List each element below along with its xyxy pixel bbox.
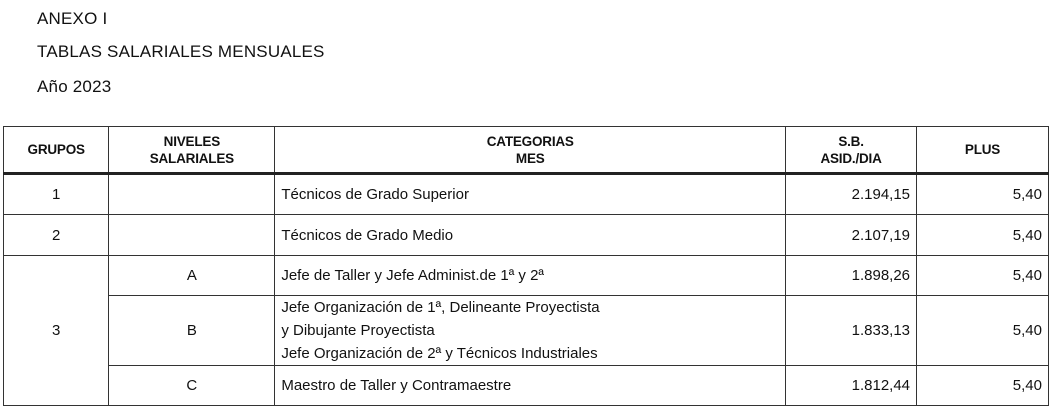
plus-cell: 5,40 (917, 215, 1049, 256)
table-row (4, 174, 1049, 215)
nivel-cell: B (109, 296, 275, 366)
sb-cell: 1.898,26 (786, 256, 917, 296)
table-row (4, 366, 1049, 406)
plus-cell: 5,40 (917, 296, 1049, 366)
salary-table (3, 126, 1049, 406)
sb-cell: 2.107,19 (786, 215, 917, 256)
annex-heading: ANEXO I (37, 9, 108, 28)
col-header-categorias: CATEGORIAS MES (275, 127, 786, 174)
categoria-cell: Jefe Organización de 1ª, Delineante Proyectista y Dibujante Proyectista Jefe Organización de 2ª y Técnicos Industriales (275, 296, 786, 366)
table-row (4, 256, 1049, 296)
table-row (4, 296, 1049, 366)
plus-cell: 5,40 (917, 366, 1049, 406)
nivel-cell (109, 174, 275, 215)
grupo-cell: 3 (4, 256, 109, 406)
table-header (4, 127, 1049, 174)
col-header-niveles: NIVELES SALARIALES (109, 127, 275, 174)
grupo-cell: 2 (4, 215, 109, 256)
plus-cell: 5,40 (917, 256, 1049, 296)
table-row (4, 215, 1049, 256)
grupo-cell: 1 (4, 174, 109, 215)
categoria-cell: Maestro de Taller y Contramaestre (275, 366, 786, 406)
sb-cell: 1.833,13 (786, 296, 917, 366)
nivel-cell (109, 215, 275, 256)
sb-cell: 2.194,15 (786, 174, 917, 215)
sb-cell: 1.812,44 (786, 366, 917, 406)
categoria-cell: Técnicos de Grado Medio (275, 215, 786, 256)
col-header-sb: S.B. ASID./DIA (786, 127, 917, 174)
nivel-cell: A (109, 256, 275, 296)
col-header-plus: PLUS (917, 127, 1049, 174)
plus-cell: 5,40 (917, 174, 1049, 215)
nivel-cell: C (109, 366, 275, 406)
document-title: TABLAS SALARIALES MENSUALES (37, 42, 325, 61)
categoria-cell: Jefe de Taller y Jefe Administ.de 1ª y 2ª (275, 256, 786, 296)
col-header-grupos: GRUPOS (4, 127, 109, 174)
year-label: Año 2023 (37, 77, 112, 96)
categoria-cell: Técnicos de Grado Superior (275, 174, 786, 215)
